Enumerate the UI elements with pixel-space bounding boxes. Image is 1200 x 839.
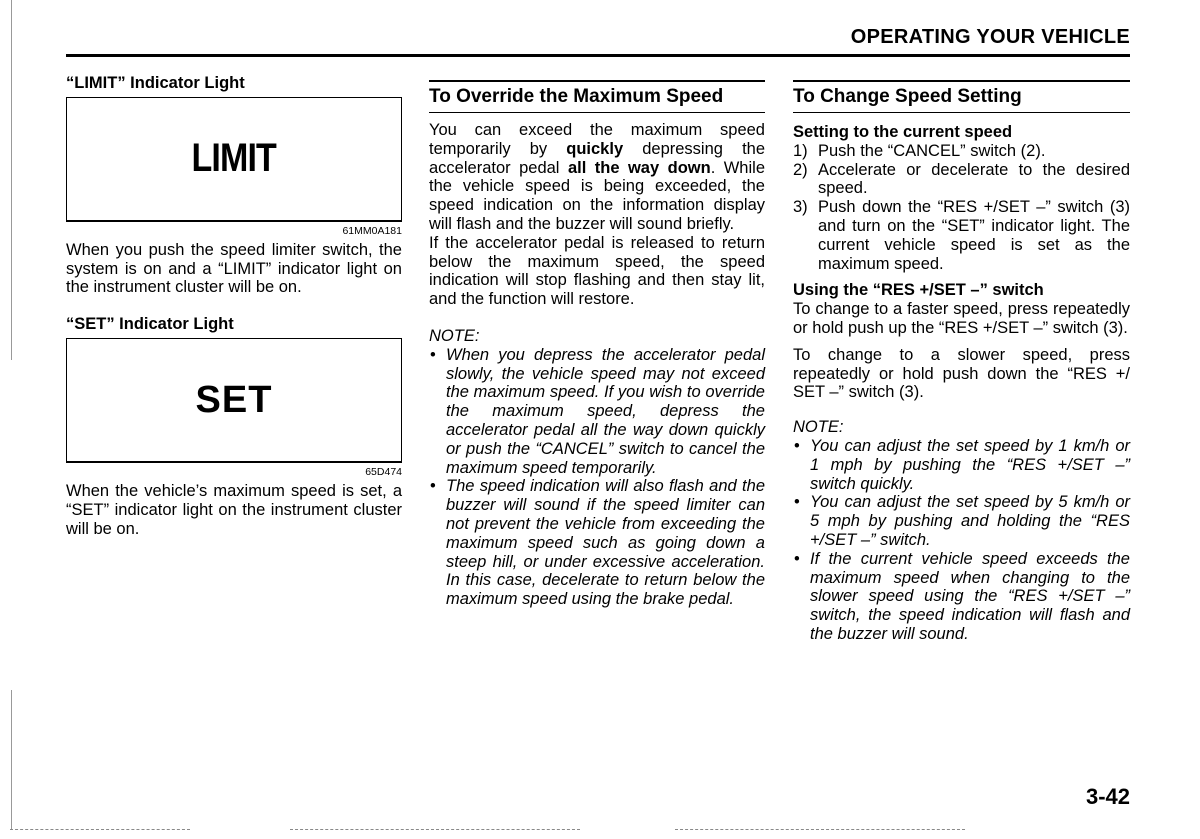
override-paragraph-2: If the accelerator pedal is released to return below the maximum speed, the speed indication will stop flashing and then stay lit, and the function will restore. bbox=[429, 233, 765, 309]
override-paragraph-1 bbox=[429, 121, 765, 234]
override-note-list bbox=[429, 346, 765, 609]
step-text: Push the “CANCEL” switch (2). bbox=[818, 141, 1046, 160]
limit-indicator-heading: “LIMIT” Indicator Light bbox=[66, 74, 245, 92]
step-number: 1) bbox=[793, 141, 808, 160]
change-note-list bbox=[793, 437, 1130, 644]
set-figure-id: 65D474 bbox=[66, 462, 402, 478]
bottom-edge-line bbox=[10, 829, 190, 830]
limit-figure-id: 61MM0A181 bbox=[66, 221, 402, 237]
step-number: 3) bbox=[793, 198, 808, 217]
set-indicator-figure bbox=[66, 338, 402, 462]
note-item: • You can adjust the set speed by 1 km/h or 1 mph by pushing the “RES +/SET –” switch quickly. bbox=[793, 437, 1130, 493]
change-section-heading: To Change Speed Setting bbox=[793, 80, 1130, 113]
step-text: Accelerate or decelerate to the desired speed. bbox=[818, 160, 1130, 198]
column-indicator-lights bbox=[66, 74, 402, 538]
override-note-label: NOTE: bbox=[429, 326, 480, 345]
setting-current-speed-heading: Setting to the current speed bbox=[793, 123, 1013, 141]
left-edge-line bbox=[11, 690, 12, 830]
step-item bbox=[793, 142, 1130, 161]
column-override-speed bbox=[429, 80, 765, 609]
page-header-title: OPERATING YOUR VEHICLE bbox=[850, 26, 1130, 48]
limit-paragraph: When you push the speed limiter switch, the system is on and a “LIMIT” indicator light on the instrument cluster will be on. bbox=[66, 240, 402, 297]
res-set-switch-heading: Using the “RES +/SET –” switch bbox=[793, 281, 1044, 300]
left-edge-line bbox=[11, 0, 12, 360]
faster-speed-paragraph: To change to a faster speed, press repeatedly or hold push up the “RES +/SET –” switch (3). bbox=[793, 300, 1130, 337]
override-bold-quickly: quickly bbox=[566, 139, 624, 158]
set-indicator-label: SET bbox=[195, 378, 273, 421]
bottom-edge-line bbox=[675, 829, 965, 830]
limit-indicator-figure bbox=[66, 97, 402, 221]
set-indicator-heading: “SET” Indicator Light bbox=[66, 315, 234, 334]
set-paragraph: When the vehicle’s maximum speed is set, a “SET” indicator light on the instrument cluster will be on. bbox=[66, 481, 402, 538]
step-item bbox=[793, 198, 1130, 273]
step-item bbox=[793, 161, 1130, 199]
step-text: Push down the “RES +/SET –” switch (3) and turn on the “SET” indicator light. The current vehicle speed is set as the maximum speed. bbox=[818, 198, 1130, 273]
change-note-label: NOTE: bbox=[793, 418, 844, 437]
column-change-speed bbox=[793, 80, 1130, 644]
bottom-edge-line bbox=[290, 829, 580, 830]
override-bold-all-the-way-down: all the way down bbox=[567, 158, 711, 177]
note-item: • If the current vehicle speed exceeds the maximum speed when changing to the slower speed using the “RES +/SET –” switch, the speed indication will flash and the buzzer will sound. bbox=[793, 550, 1130, 644]
override-text-2: depressing the accelerator pedal bbox=[429, 139, 766, 177]
slower-speed-paragraph: To change to a slower speed, press repeatedly or hold push down the “RES +/ SET –” switch (3). bbox=[793, 345, 1130, 402]
override-text-1: You can exceed the maximum speed temporarily by bbox=[429, 121, 765, 158]
note-item: • The speed indication will also flash and the buzzer will sound if the speed limiter can not prevent the vehicle from exceeding the maximum speed such as going down a steep hill, or under excessive acceleration. In this case, decelerate to return below the maximum speed using the brake pedal. bbox=[429, 477, 765, 609]
note-item: • When you depress the accelerator pedal slowly, the vehicle speed may not exceed the maximum speed. If you wish to override the maximum speed, depress the accelerator pedal all the way down quickly or push the “CANCEL” switch to cancel the maximum speed temporarily. bbox=[429, 346, 765, 478]
page-number: 3-42 bbox=[1085, 784, 1130, 809]
override-section-heading: To Override the Maximum Speed bbox=[429, 80, 765, 113]
limit-indicator-label: LIMIT bbox=[191, 136, 277, 181]
override-text-3: . While the vehicle speed is being exceeded, the speed indication on the information display will flash and the buzzer will sound briefly. bbox=[429, 158, 765, 233]
step-number: 2) bbox=[793, 160, 808, 179]
steps-list bbox=[793, 142, 1130, 274]
note-item: • You can adjust the set speed by 5 km/h or 5 mph by pushing and holding the “RES +/SET –” switch. bbox=[793, 493, 1130, 549]
header-rule bbox=[66, 54, 1130, 57]
